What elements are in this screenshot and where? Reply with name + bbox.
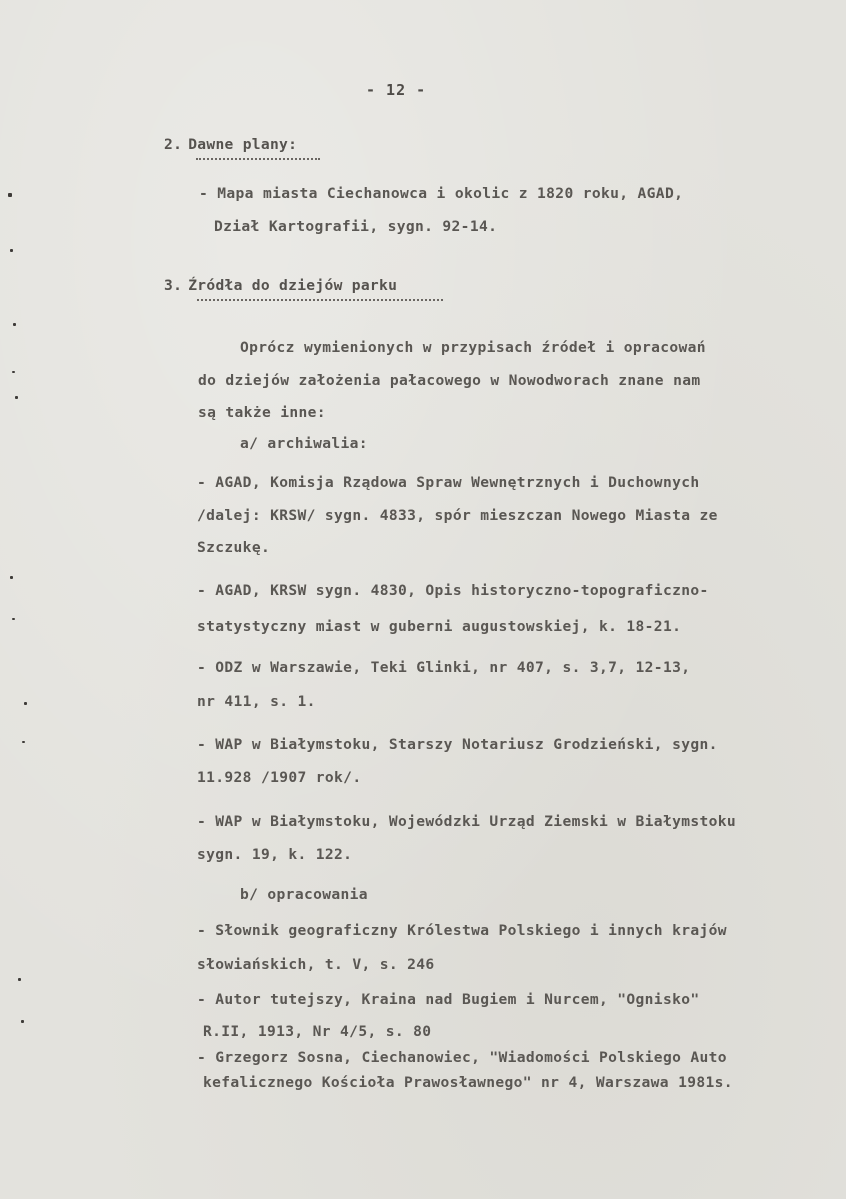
- list-line: - Autor tutejszy, Kraina nad Bugiem i Nurcem, "Ognisko": [197, 991, 700, 1008]
- section-2-heading: [164, 136, 297, 153]
- list-line: kefalicznego Kościoła Prawosławnego" nr 4, Warszawa 1981s.: [203, 1074, 733, 1091]
- margin-mark: [21, 1020, 24, 1023]
- section-title: Źródła do dziejów parku: [188, 277, 398, 294]
- list-line: R.II, 1913, Nr 4/5, s. 80: [203, 1023, 432, 1040]
- margin-mark: [22, 741, 25, 743]
- margin-mark: [8, 193, 12, 197]
- margin-mark: [13, 323, 16, 326]
- section-title: Dawne plany:: [188, 136, 298, 153]
- section-title-underline: [196, 158, 320, 160]
- subsection-label: a/ archiwalia:: [240, 435, 368, 452]
- list-line: - AGAD, Komisja Rządowa Spraw Wewnętrznych i Duchownych: [197, 474, 700, 491]
- list-line: sygn. 19, k. 122.: [197, 846, 353, 863]
- section-title-underline: [197, 299, 443, 301]
- list-line: Szczukę.: [197, 539, 271, 556]
- margin-mark: [24, 702, 27, 705]
- margin-mark: [10, 249, 13, 252]
- list-line: - WAP w Białymstoku, Wojewódzki Urząd Ziemski w Białymstoku: [197, 813, 737, 830]
- page-number: - 12 -: [366, 81, 427, 99]
- text-line: Dział Kartografii, sygn. 92-14.: [214, 218, 498, 235]
- list-line: - ODZ w Warszawie, Teki Glinki, nr 407, s. 3,7, 12-13,: [197, 659, 691, 676]
- list-line: statystyczny miast w guberni augustowskiej, k. 18-21.: [197, 618, 682, 635]
- list-line: słowiańskich, t. V, s. 246: [197, 956, 435, 973]
- margin-mark: [12, 371, 15, 373]
- margin-mark: [15, 396, 18, 399]
- list-line: 11.928 /1907 rok/.: [197, 769, 362, 786]
- paragraph-line: do dziejów założenia pałacowego w Nowodworach znane nam: [198, 372, 701, 389]
- section-number: 3.: [164, 277, 183, 294]
- margin-mark: [12, 618, 15, 620]
- list-line: - Słownik geograficzny Królestwa Polskiego i innych krajów: [197, 922, 727, 939]
- list-line: - WAP w Białymstoku, Starszy Notariusz Grodzieński, sygn.: [197, 736, 718, 753]
- subsection-label: b/ opracowania: [240, 886, 368, 903]
- text-line: - Mapa miasta Ciechanowca i okolic z 1820 roku, AGAD,: [199, 185, 684, 202]
- list-line: - Grzegorz Sosna, Ciechanowiec, "Wiadomości Polskiego Auto: [197, 1049, 727, 1066]
- margin-mark: [10, 576, 13, 579]
- section-3-heading: [164, 277, 397, 294]
- paragraph-line: są także inne:: [198, 404, 326, 421]
- margin-mark: [18, 978, 21, 981]
- paragraph-line: Oprócz wymienionych w przypisach źródeł i opracowań: [240, 339, 706, 356]
- list-line: - AGAD, KRSW sygn. 4830, Opis historyczno-topograficzno-: [197, 582, 709, 599]
- list-line: /dalej: KRSW/ sygn. 4833, spór mieszczan Nowego Miasta ze: [197, 507, 718, 524]
- section-number: 2.: [164, 136, 183, 153]
- list-line: nr 411, s. 1.: [197, 693, 316, 710]
